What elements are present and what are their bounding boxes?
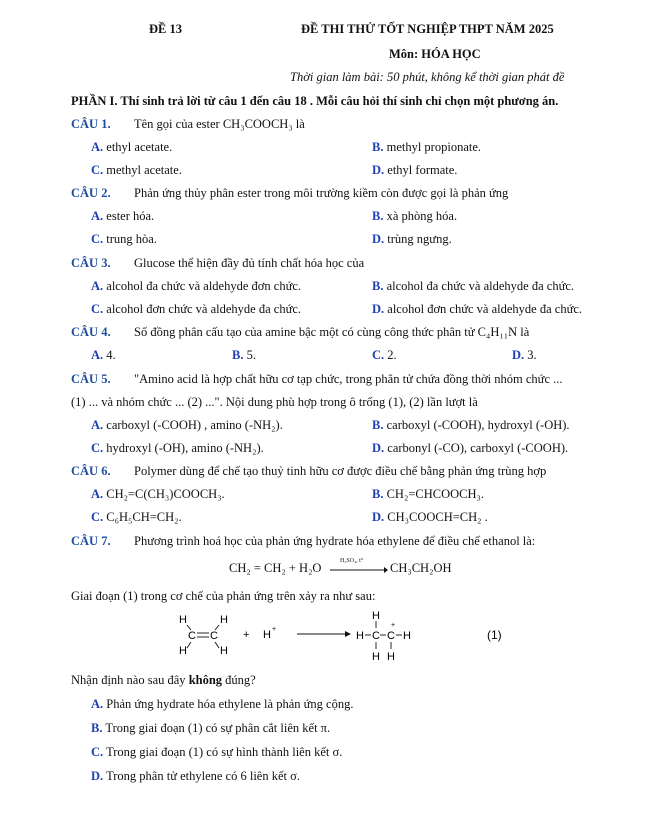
question-ask [71, 673, 256, 688]
option-label: B. [91, 721, 103, 735]
option-b[interactable] [372, 209, 457, 224]
option-text: 2. [387, 348, 397, 362]
question-number: CÂU 1. [71, 117, 111, 131]
exam-time: Thời gian làm bài: 50 phút, không kể thời gian phát đề [290, 70, 565, 84]
option-c[interactable] [91, 163, 182, 178]
option-d[interactable] [512, 348, 537, 363]
option-b[interactable] [372, 140, 481, 155]
option-a[interactable] [91, 487, 225, 502]
option-text: 5. [246, 348, 256, 362]
mechanism-diagram [165, 608, 525, 666]
option-label: D. [372, 510, 385, 524]
option-text: alcohol đa chức và aldehyde đa chức. [386, 279, 575, 293]
option-label: B. [232, 348, 244, 362]
option-c[interactable] [372, 348, 397, 363]
option-label: D. [91, 769, 104, 783]
atom-h: H [372, 610, 380, 622]
option-label: C. [91, 510, 104, 524]
atom-h: H [179, 645, 187, 657]
option-text: trung hòa. [106, 232, 157, 246]
question-number: CÂU 4. [71, 325, 111, 339]
option-label: A. [91, 279, 104, 293]
proton-charge: + [272, 626, 277, 633]
question-number: CÂU 2. [71, 186, 111, 200]
question-text-continued: (1) ... và nhóm chức ... (2) ...". Nội dung phù hợp trong ô trống (1), (2) lần lượt là [71, 395, 478, 409]
atom-h: H [220, 645, 228, 657]
option-a[interactable] [91, 418, 283, 433]
option-c[interactable] [91, 510, 182, 525]
option-text: CH₂=CHCOOCH₃. [386, 487, 484, 501]
option-label: A. [91, 418, 104, 432]
option-text: hydroxyl (-OH), amino (-NH₂). [106, 441, 264, 455]
option-d[interactable] [91, 769, 300, 784]
option-c[interactable] [91, 745, 342, 760]
question-number: CÂU 7. [71, 534, 111, 548]
option-text: Trong giai đoạn (1) có sự phân cắt liên kết π. [105, 721, 331, 735]
question-text: "Amino acid là hợp chất hữu cơ tạp chức, trong phân tử chứa đồng thời nhóm chức ... [134, 372, 563, 386]
option-text: 4. [106, 348, 116, 362]
option-label: B. [372, 279, 384, 293]
option-text: alcohol đơn chức và aldehyde đa chức. [387, 302, 583, 316]
reaction-condition: H₂SO₄, t° [340, 558, 364, 564]
question-text: Phương trình hoá học của phản ứng hydrate hóa ethylene để điều chế ethanol là: [134, 534, 536, 548]
option-text: carboxyl (-COOH) , amino (-NH₂). [106, 418, 283, 432]
option-text: C₆H₅CH=CH₂. [106, 510, 182, 524]
option-text: Phản ứng hydrate hóa ethylene là phản ứng cộng. [106, 697, 354, 711]
stage-label: (1) [487, 628, 502, 642]
option-label: B. [372, 487, 384, 501]
option-c[interactable] [91, 441, 264, 456]
option-d[interactable] [372, 163, 457, 178]
option-label: A. [91, 348, 104, 362]
option-label: C. [91, 232, 104, 246]
option-label: A. [91, 209, 104, 223]
option-text: 3. [527, 348, 537, 362]
ask-emphasis: không [188, 673, 223, 687]
exam-subject: Môn: HÓA HỌC [389, 47, 481, 61]
option-text: carboxyl (-COOH), hydroxyl (-OH). [386, 418, 570, 432]
option-d[interactable] [372, 232, 452, 247]
question-text: Phản ứng thủy phân ester trong môi trường kiềm còn được gọi là phản ứng [134, 186, 509, 200]
option-d[interactable] [372, 302, 582, 317]
option-a[interactable] [91, 140, 172, 155]
ask-prefix: Nhận định nào sau đây [71, 673, 189, 687]
equation-product: CH₃CH₂OH [390, 561, 452, 575]
question-text: Tên gọi của ester CH₃COOCH₃ là [134, 117, 305, 131]
atom-h: H [372, 651, 380, 663]
option-a[interactable] [91, 209, 154, 224]
atom-h: H [356, 630, 364, 642]
option-c[interactable] [91, 232, 157, 247]
exam-code: ĐỀ 13 [149, 22, 182, 36]
option-text: ester hóa. [106, 209, 155, 223]
option-label: C. [91, 745, 104, 759]
option-c[interactable] [91, 302, 301, 317]
option-text: trùng ngưng. [387, 232, 452, 246]
atom-c: C [210, 630, 218, 642]
option-label: B. [372, 209, 384, 223]
question-number: CÂU 5. [71, 372, 111, 386]
atom-c: C [387, 630, 395, 642]
option-label: B. [372, 140, 384, 154]
option-label: C. [372, 348, 385, 362]
atom-h: H [179, 614, 187, 626]
option-label: B. [372, 418, 384, 432]
option-label: A. [91, 697, 104, 711]
option-text: Trong giai đoạn (1) có sự hình thành liên kết σ. [106, 745, 343, 759]
option-label: C. [91, 163, 104, 177]
option-text: CH₃COOCH=CH₂ . [387, 510, 488, 524]
atom-h: H [387, 651, 395, 663]
stage-text: Giai đoạn (1) trong cơ chế của phản ứng trên xảy ra như sau: [71, 589, 376, 603]
exam-title: ĐỀ THI THỬ TỐT NGHIỆP THPT NĂM 2025 [301, 22, 554, 36]
option-text: methyl acetate. [106, 163, 182, 177]
option-b[interactable] [91, 721, 330, 736]
option-b[interactable] [232, 348, 256, 363]
option-label: D. [372, 302, 385, 316]
option-b[interactable] [372, 418, 570, 433]
option-text: alcohol đa chức và aldehyde đơn chức. [106, 279, 302, 293]
section-title: PHẦN I. Thí sinh trả lời từ câu 1 đến câu 18 . Mỗi câu hỏi thí sinh chỉ chọn một phương án. [71, 94, 559, 108]
question-text: Số đồng phân cấu tạo của amine bậc một có cùng công thức phân tử C₄H₁₁N là [134, 325, 530, 339]
option-label: D. [512, 348, 525, 362]
option-label: D. [372, 232, 385, 246]
option-b[interactable] [372, 487, 484, 502]
atom-h: H [220, 614, 228, 626]
option-label: A. [91, 140, 104, 154]
option-label: D. [372, 441, 385, 455]
option-b[interactable] [372, 279, 574, 294]
option-label: C. [91, 441, 104, 455]
option-text: Trong phân tử ethylene có 6 liên kết σ. [106, 769, 300, 783]
option-a[interactable] [91, 697, 353, 712]
option-text: carbonyl (-CO), carboxyl (-COOH). [387, 441, 569, 455]
atom-c: C [372, 630, 380, 642]
option-label: D. [372, 163, 385, 177]
option-text: methyl propionate. [386, 140, 482, 154]
option-label: A. [91, 487, 104, 501]
reaction-arrow [330, 566, 388, 574]
plus-sign: + [243, 629, 250, 641]
atom-h: H [403, 630, 411, 642]
atom-c: C [188, 630, 196, 642]
proton: H [263, 629, 271, 641]
equation-reactants: CH₂ = CH₂ + H₂O [229, 561, 322, 575]
question-text: Polymer dùng để chế tạo thuỷ tinh hữu cơ được điều chế bằng phản ứng trùng hợp [134, 464, 547, 478]
option-d[interactable] [372, 441, 568, 456]
question-number: CÂU 3. [71, 256, 111, 270]
option-text: alcohol đơn chức và aldehyde đa chức. [106, 302, 302, 316]
question-number: CÂU 6. [71, 464, 111, 478]
option-text: ethyl formate. [387, 163, 458, 177]
option-text: xà phòng hóa. [386, 209, 458, 223]
option-a[interactable] [91, 279, 301, 294]
option-text: CH₂=C(CH₃)COOCH₃. [106, 487, 225, 501]
option-d[interactable] [372, 510, 488, 525]
option-text: ethyl acetate. [106, 140, 173, 154]
ask-suffix: đúng? [222, 673, 256, 687]
question-text: Glucose thể hiện đầy đủ tính chất hóa học của [134, 256, 365, 270]
option-a[interactable] [91, 348, 116, 363]
carbocation-charge: + [391, 622, 396, 629]
option-label: C. [91, 302, 104, 316]
